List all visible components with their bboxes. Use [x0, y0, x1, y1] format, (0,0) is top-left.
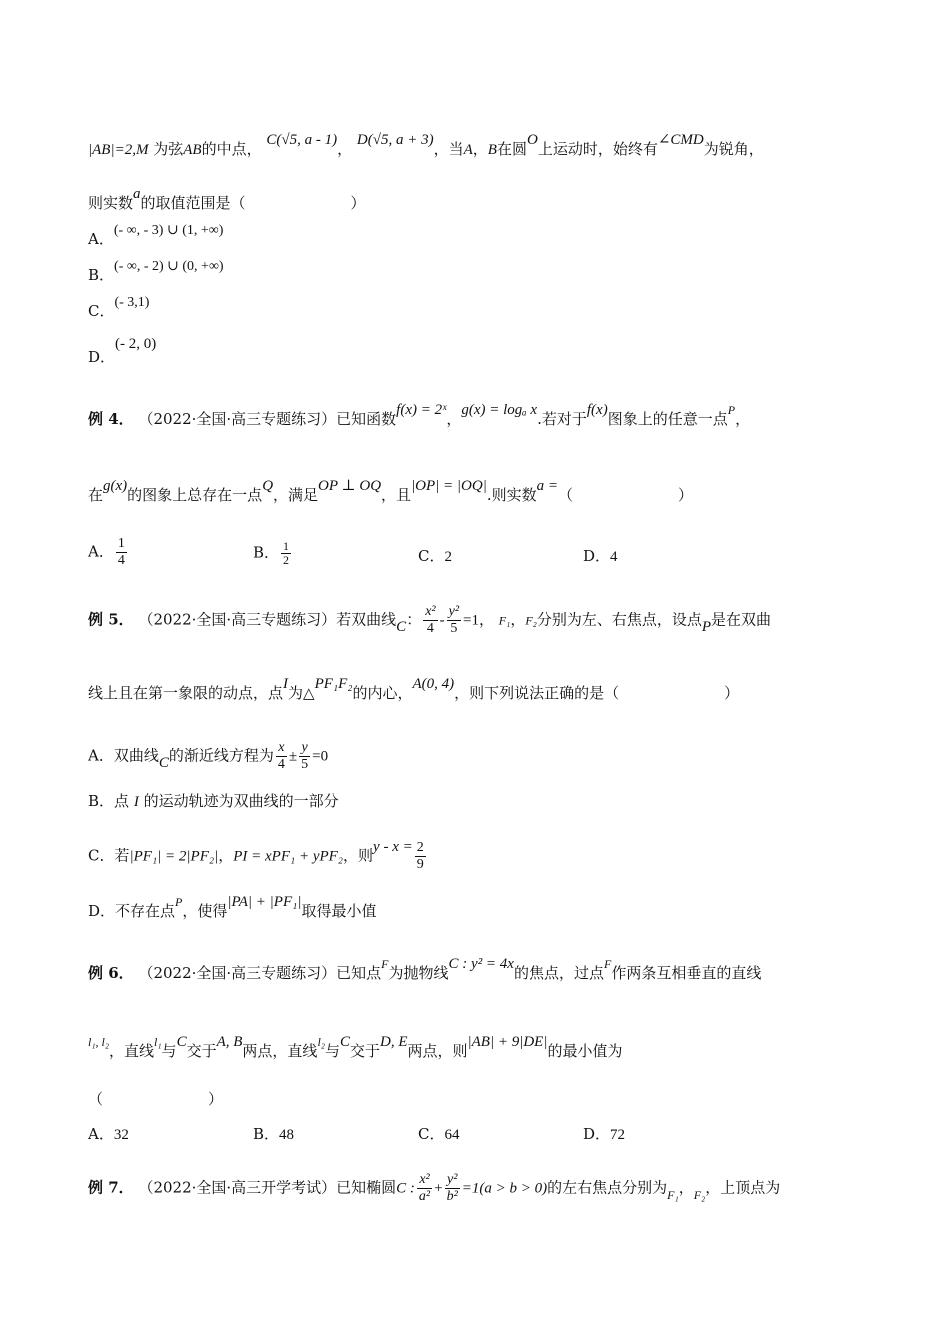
- q3-a: A: [463, 142, 473, 158]
- q6-text: 为抛物线: [388, 964, 449, 982]
- option-text: ，则: [343, 846, 374, 865]
- q5-text: 为△: [288, 684, 315, 702]
- q3-text: 在圆: [496, 140, 527, 158]
- q3-b: B: [487, 142, 497, 158]
- q6-text: 的最小值为: [547, 1042, 623, 1060]
- q3-line2: [88, 186, 880, 215]
- option-value: 4: [610, 549, 618, 565]
- q3-option-a[interactable]: [88, 223, 880, 252]
- q5-pi: PI = xPF₁ + yPF₂: [233, 848, 344, 865]
- q7-eq: =1(a > b > 0): [461, 1180, 548, 1197]
- den: 5: [301, 757, 309, 772]
- num: y: [299, 740, 310, 757]
- option-label: A．: [88, 1125, 114, 1143]
- q3-text: ，当: [433, 140, 464, 158]
- q4-option-d[interactable]: [583, 545, 618, 566]
- option-label: C．: [88, 302, 115, 320]
- q4-line1: [88, 402, 880, 431]
- q3-option-b[interactable]: [88, 259, 880, 288]
- q5-minus: -: [439, 612, 445, 629]
- q4-text: ，: [735, 410, 751, 428]
- q6-line2: [88, 1034, 880, 1063]
- q6-f: F: [381, 957, 389, 971]
- option-label: A．: [88, 746, 114, 765]
- den: b²: [446, 1189, 458, 1204]
- q4-source: （2022·全国·高三专题练习）已知函数: [138, 410, 397, 428]
- q5-triangle: PF₁F₂: [314, 676, 353, 692]
- q6-parabola: C : y² = 4x: [448, 956, 514, 972]
- q5-i: I: [133, 794, 139, 810]
- den: a²: [418, 1189, 431, 1204]
- q3-text: 为锐角，: [703, 140, 764, 158]
- q5-option-a[interactable]: [88, 740, 880, 773]
- q6-text: 两点，则: [407, 1042, 468, 1060]
- q3-ab2: AB: [183, 142, 202, 158]
- q3-angle: ∠CMD: [657, 132, 704, 148]
- q3-o: O: [526, 132, 538, 148]
- q5-p: P: [701, 618, 712, 635]
- fraction: [281, 540, 291, 567]
- q6-text: ，直线: [109, 1042, 155, 1060]
- fraction: [417, 1172, 432, 1205]
- q5-option-c[interactable]: [88, 840, 880, 873]
- q4-text: 在: [88, 486, 104, 504]
- option-label: D．: [583, 1125, 611, 1143]
- q4-p: P: [727, 403, 736, 417]
- option-value: 48: [279, 1127, 295, 1143]
- option-label: B．: [88, 792, 115, 810]
- q4-text: ，且: [381, 486, 412, 504]
- q3-line1: [88, 132, 880, 161]
- q7-text: ，上顶点为: [705, 1178, 781, 1197]
- den: 4: [426, 621, 434, 636]
- q3-text: 则实数: [88, 194, 134, 212]
- q6-text: 两点，直线: [242, 1042, 318, 1060]
- q3-ab: |AB|=2,M: [88, 142, 149, 158]
- q6-option-b[interactable]: [253, 1123, 294, 1144]
- q3-text: 的取值范围是（ ）: [140, 194, 366, 212]
- q6-c: C: [176, 1034, 187, 1050]
- q3-text: 的中点，: [201, 140, 262, 158]
- option-eq: =0: [312, 748, 329, 765]
- fraction: [445, 1172, 460, 1205]
- option-label: C．: [418, 547, 445, 565]
- den: 4: [277, 757, 285, 772]
- q6-expr: |AB| + 9|DE|: [467, 1034, 548, 1050]
- q5-c: C: [158, 754, 169, 771]
- q5-yx: y - x =: [373, 838, 413, 855]
- q6-line1: [88, 956, 880, 985]
- q4-gx: g(x): [103, 478, 128, 494]
- q4-q: Q: [262, 478, 274, 494]
- q4-comma: ，: [446, 410, 462, 428]
- option-text: 点: [114, 792, 130, 810]
- q4-text: .则实数: [486, 486, 537, 504]
- q7-text: 的左右焦点分别为: [547, 1178, 668, 1197]
- q4-gx: g(x) = logₐ x: [461, 402, 538, 418]
- q5-text: 分别为左、右焦点，设点: [536, 610, 702, 629]
- q4-option-a[interactable]: [88, 536, 129, 569]
- fraction: [447, 604, 461, 637]
- den: 4: [117, 553, 125, 568]
- q5-c: C: [396, 618, 407, 635]
- q4-text: 的图象上总存在一点: [127, 486, 263, 504]
- den: 9: [416, 857, 424, 872]
- q4-text: ，满足: [273, 486, 319, 504]
- option-text: ，使得: [182, 902, 228, 920]
- plus-minus: ±: [288, 748, 298, 765]
- num: y²: [445, 1172, 460, 1189]
- q6-text: 交于: [186, 1042, 217, 1060]
- q5-tag: 例 5．: [88, 610, 134, 629]
- option-value: 2: [444, 549, 452, 565]
- option-label: B．: [88, 266, 115, 284]
- q6-tag: 例 6．: [88, 964, 134, 982]
- q7-source: （2022·全国·高三开学考试）已知椭圆: [138, 1178, 397, 1197]
- q7-line1: [88, 1172, 880, 1205]
- q6-paren: （ ）: [88, 1090, 224, 1108]
- option-label: B．: [253, 543, 280, 562]
- comma: ，: [218, 846, 234, 865]
- q5-source: （2022·全国·高三专题练习）若双曲线: [138, 610, 397, 629]
- q7-tag: 例 7．: [88, 1178, 134, 1197]
- q6-option-c[interactable]: [418, 1123, 459, 1144]
- q4-fx: f(x) = 2ˣ: [396, 402, 447, 418]
- den: 5: [450, 621, 458, 636]
- num: 1: [283, 539, 290, 553]
- q7-plus: +: [434, 1180, 443, 1197]
- q3-comma: ，: [337, 140, 353, 158]
- q5-text: 是在双曲: [711, 610, 772, 629]
- option-value: 32: [113, 1127, 129, 1143]
- option-label: D．: [583, 547, 611, 565]
- q6-c: C: [339, 1034, 350, 1050]
- q6-text: 的焦点，过点: [513, 964, 604, 982]
- q5-option-d[interactable]: [88, 894, 880, 923]
- q6-ab: A, B: [216, 1034, 243, 1050]
- q6-l1: l₁: [154, 1035, 162, 1049]
- q5-f1: F₁: [498, 613, 511, 628]
- q5-option-b[interactable]: [88, 790, 880, 813]
- option-label: C．: [88, 846, 115, 865]
- option-value: (- 2, 0): [115, 336, 157, 352]
- q5-colon: ：: [406, 610, 422, 629]
- option-text: 若: [114, 846, 130, 865]
- fraction: [415, 840, 426, 873]
- q5-text: ，则下列说法正确的是（ ）: [454, 684, 740, 702]
- fraction: [299, 740, 310, 773]
- option-text: 的渐近线方程为: [168, 746, 274, 765]
- q4-fx2: f(x): [586, 402, 608, 418]
- q6-option-d[interactable]: [583, 1123, 625, 1144]
- num: x²: [417, 1172, 432, 1189]
- num: x: [276, 740, 287, 757]
- fraction: [276, 740, 287, 773]
- q6-paren-line: [88, 1088, 880, 1110]
- option-label: D．: [88, 902, 116, 920]
- q5-line1: [88, 604, 880, 637]
- option-text: 的运动轨迹为双曲线的一部分: [143, 792, 339, 810]
- option-value: 64: [444, 1127, 460, 1143]
- option-value: (- ∞, - 3) ∪ (1, +∞): [113, 223, 224, 238]
- q7-c: C :: [396, 1180, 415, 1197]
- q5-expr: |PA| + |PF₁|: [227, 894, 302, 910]
- q6-text: 交于: [349, 1042, 380, 1060]
- option-value: (- 3,1): [114, 295, 150, 310]
- q4-line2: [88, 478, 880, 507]
- q3-var-a: a: [133, 186, 141, 202]
- q5-i: I: [283, 676, 289, 692]
- option-value: 72: [610, 1127, 626, 1143]
- q6-text: 作两条互相垂直的直线: [611, 964, 762, 982]
- q4-option-c[interactable]: [418, 545, 452, 566]
- q5-comma: ，: [510, 610, 526, 629]
- q3-point-d: D(√5, a + 3): [356, 132, 434, 148]
- q3-option-c[interactable]: [88, 295, 880, 324]
- q7-f2: F₂: [693, 1187, 706, 1202]
- num: y²: [448, 604, 460, 619]
- q4-tag: 例 4．: [88, 410, 134, 428]
- q5-cond: |PF₁| = 2|PF₂|: [129, 848, 219, 865]
- option-label: C．: [418, 1125, 445, 1143]
- q4-option-b[interactable]: [253, 540, 293, 567]
- option-value: (- ∞, - 2) ∪ (0, +∞): [114, 259, 224, 274]
- option-label: B．: [253, 1125, 280, 1143]
- q5-text: 的内心，: [352, 684, 413, 702]
- q4-eq: |OP| = |OQ|: [411, 478, 487, 494]
- q4-paren: （ ）: [558, 486, 694, 504]
- q7-comma: ，: [678, 1178, 694, 1197]
- q3-option-d[interactable]: [88, 336, 880, 369]
- q5-p: P: [175, 895, 183, 909]
- q6-source: （2022·全国·高三专题练习）已知点: [138, 964, 382, 982]
- option-label: D．: [88, 348, 116, 366]
- q6-lines: l₁, l₂: [88, 1035, 110, 1049]
- q4-a: a =: [536, 478, 558, 494]
- option-text: 取得最小值: [301, 902, 377, 920]
- q6-text: 与: [324, 1042, 340, 1060]
- den: 2: [283, 553, 290, 567]
- q6-option-a[interactable]: [88, 1123, 129, 1144]
- fraction: [423, 604, 437, 637]
- q3-point-c: C(√5, a - 1): [266, 132, 338, 148]
- q3-text: 上运动时，始终有: [537, 140, 658, 158]
- q5-eq: =1，: [463, 612, 495, 629]
- q5-point-a: A(0, 4): [412, 676, 455, 692]
- option-text: 不存在点: [115, 902, 176, 920]
- option-label: A．: [88, 230, 114, 248]
- q6-l2: l₂: [317, 1035, 325, 1049]
- q3-sep: ，: [472, 140, 488, 158]
- q4-perp: OP ⊥ OQ: [318, 478, 382, 494]
- q5-f2: F₂: [525, 613, 537, 628]
- q7-f1: F₁: [667, 1187, 679, 1202]
- q5-text: 线上且在第一象限的动点，点: [88, 684, 284, 702]
- q6-de: D, E: [380, 1034, 408, 1050]
- num: 2: [416, 840, 424, 855]
- q6-text: 与: [161, 1042, 177, 1060]
- option-label: A．: [88, 542, 114, 561]
- q5-line2: [88, 676, 880, 705]
- num: x²: [425, 604, 436, 619]
- q6-f: F: [603, 957, 612, 971]
- q4-text: .若对于: [537, 410, 587, 428]
- num: 1: [117, 536, 125, 551]
- option-text: 双曲线: [113, 746, 159, 765]
- q3-text: 为弦: [153, 140, 184, 158]
- fraction: [116, 536, 127, 569]
- q4-text: 图象上的任意一点: [607, 410, 728, 428]
